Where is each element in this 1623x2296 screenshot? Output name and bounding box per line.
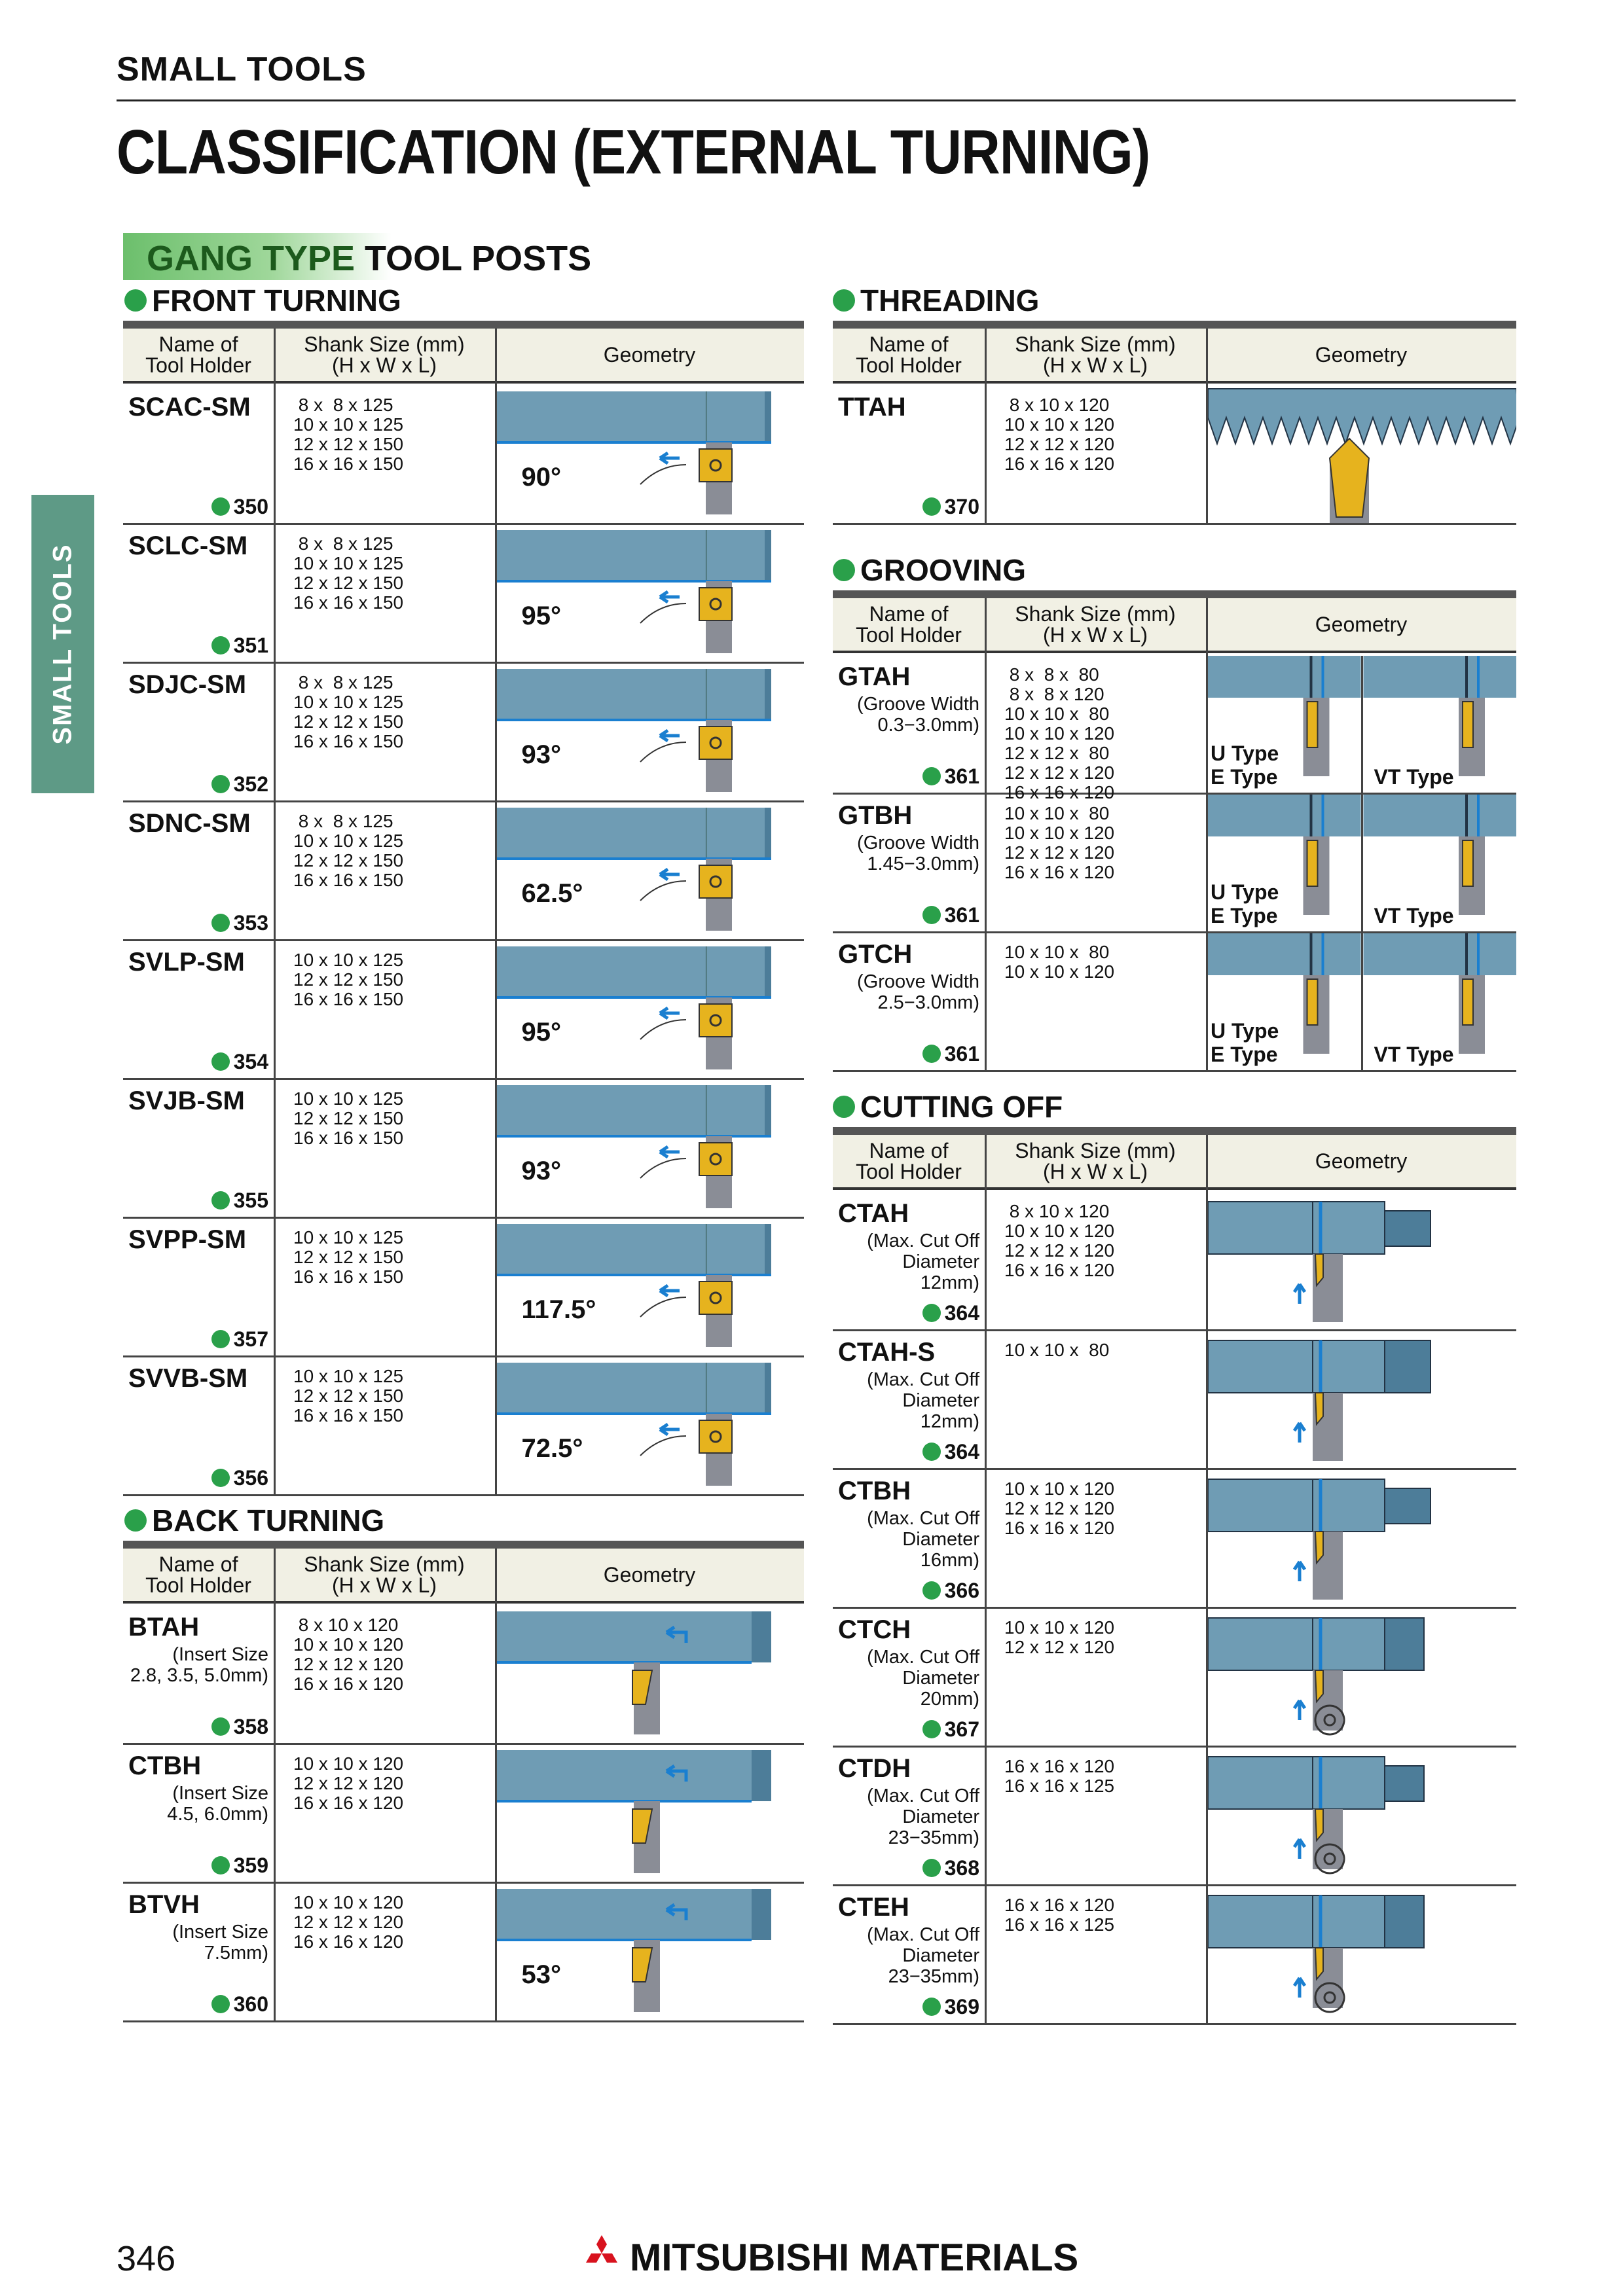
- geometry-drawing: [497, 386, 804, 523]
- page-reference-link[interactable]: [922, 495, 979, 519]
- table-top-bar: [123, 321, 804, 329]
- tool-holder-note: (Groove Width 0.3−3.0mm): [857, 694, 979, 736]
- table-top-bar: [833, 590, 1516, 598]
- page-reference-number: 367: [944, 1717, 979, 1741]
- gang-title-part1: GANG TYPE: [147, 239, 356, 278]
- tool-holder-name[interactable]: SVVB-SM: [128, 1364, 248, 1393]
- back-turning-table: [123, 1541, 804, 2032]
- geometry-drawing: [1208, 1331, 1516, 1468]
- table-row: [833, 1470, 1516, 1609]
- page-reference-number: 370: [944, 495, 979, 518]
- tool-holder-name[interactable]: CTAH: [838, 1199, 909, 1228]
- page-reference-number: 366: [944, 1579, 979, 1602]
- groove-type-u-e: [1211, 742, 1279, 789]
- section-back-turning: [124, 1503, 384, 1538]
- arrow-circle-icon: [211, 914, 230, 932]
- shank-sizes: 8 x 10 x 120 10 x 10 x 120 12 x 12 x 120 16 x 16 x 120: [1004, 395, 1115, 474]
- page-reference-link[interactable]: [922, 764, 979, 789]
- approach-angle-label: 117.5°: [521, 1295, 596, 1325]
- header-name-of-tool-holder: Name of Tool Holder: [145, 332, 251, 377]
- section-dot-icon: [833, 1096, 855, 1118]
- header-shank-size: Shank Size (mm) (H x W x L): [304, 1552, 465, 1597]
- tool-geometry-svg: [1208, 1886, 1516, 2023]
- groove-type-e-label: E Type: [1211, 904, 1278, 927]
- page-reference-link[interactable]: [922, 1440, 979, 1464]
- arrow-circle-icon: [922, 767, 941, 785]
- tool-holder-name[interactable]: SCLC-SM: [128, 531, 248, 560]
- arrow-circle-icon: [922, 1304, 941, 1322]
- page-reference-link[interactable]: [211, 1050, 268, 1074]
- grooving-table: [833, 590, 1516, 1076]
- header-geometry: Geometry: [1315, 343, 1408, 367]
- header-geometry: Geometry: [1315, 1149, 1408, 1173]
- groove-type-u-label: U Type: [1211, 742, 1279, 765]
- geometry-drawing: [1208, 1748, 1516, 1884]
- shank-sizes: 10 x 10 x 80: [1004, 1340, 1110, 1360]
- arrow-circle-icon: [922, 497, 941, 516]
- table-row: [123, 1080, 804, 1219]
- table-row: [833, 795, 1516, 933]
- page-reference-link[interactable]: [922, 1856, 979, 1880]
- page-reference-number: 357: [233, 1327, 268, 1351]
- page-reference-number: 359: [233, 1854, 268, 1877]
- tool-holder-note: (Max. Cut Off Diameter 20mm): [867, 1647, 979, 1710]
- page-reference-number: 361: [944, 1042, 979, 1066]
- tool-holder-note: (Insert Size 2.8, 3.5, 5.0mm): [130, 1644, 268, 1686]
- page-reference-number: 361: [944, 903, 979, 927]
- page-reference-link[interactable]: [211, 634, 268, 658]
- geometry-drawing: [497, 1606, 804, 1743]
- arrow-circle-icon: [211, 1191, 230, 1210]
- tool-geometry-svg: [497, 1884, 804, 2020]
- page-reference-number: 358: [233, 1715, 268, 1738]
- page-reference-link[interactable]: [211, 911, 268, 935]
- tool-geometry-svg: [497, 525, 804, 662]
- header-geometry: Geometry: [603, 343, 696, 367]
- groove-type-u-label: U Type: [1211, 1019, 1279, 1043]
- arrow-circle-icon: [211, 1717, 230, 1736]
- tool-holder-name[interactable]: SDJC-SM: [128, 670, 247, 699]
- table-row: [123, 525, 804, 664]
- page-reference-link[interactable]: [211, 772, 268, 797]
- tool-holder-name[interactable]: GTCH: [838, 940, 913, 969]
- table-row: [123, 1219, 804, 1357]
- tool-holder-name[interactable]: CTCH: [838, 1615, 911, 1644]
- section-grooving-label: GROOVING: [860, 553, 1027, 587]
- tool-geometry-svg: [1208, 1331, 1516, 1468]
- table-row: [123, 1606, 804, 1745]
- tool-holder-note: (Insert Size 7.5mm): [172, 1922, 268, 1964]
- table-top-bar: [123, 1541, 804, 1549]
- tool-geometry-svg: [497, 1357, 804, 1494]
- arrow-circle-icon: [922, 1720, 941, 1738]
- geometry-drawing: [1208, 933, 1516, 1070]
- groove-type-vt-label: VT Type: [1374, 1043, 1454, 1066]
- shank-sizes: 8 x 8 x 125 10 x 10 x 125 12 x 12 x 150 16 x 16 x 150: [293, 533, 404, 613]
- tool-holder-note: (Max. Cut Off Diameter 23−35mm): [867, 1785, 979, 1848]
- side-tab[interactable]: [31, 495, 94, 793]
- shank-sizes: 10 x 10 x 120 12 x 12 x 120 16 x 16 x 120: [293, 1892, 404, 1952]
- arrow-circle-icon: [211, 636, 230, 655]
- geometry-drawing: [1208, 1609, 1516, 1746]
- page-reference-number: 364: [944, 1301, 979, 1325]
- page-reference-link[interactable]: [922, 1717, 979, 1742]
- table-row: [833, 1331, 1516, 1470]
- geometry-drawing: [497, 1219, 804, 1355]
- table-row: [123, 664, 804, 802]
- side-tab-label: SMALL TOOLS: [48, 543, 77, 745]
- geometry-drawing: [497, 1357, 804, 1494]
- arrow-circle-icon: [922, 1045, 941, 1063]
- tool-geometry-svg: [497, 802, 804, 939]
- shank-sizes: 10 x 10 x 120 12 x 12 x 120: [1004, 1617, 1115, 1657]
- page-reference-number: 354: [233, 1050, 268, 1073]
- tool-holder-name[interactable]: BTAH: [128, 1613, 200, 1641]
- table-row: [123, 1745, 804, 1884]
- shank-sizes: 10 x 10 x 80 10 x 10 x 120 12 x 12 x 120 16 x 16 x 120: [1004, 803, 1115, 882]
- section-dot-icon: [833, 289, 855, 312]
- arrow-circle-icon: [922, 1443, 941, 1461]
- header-shank-size: Shank Size (mm) (H x W x L): [304, 332, 465, 377]
- page-reference-number: 351: [233, 634, 268, 657]
- tool-geometry-svg: [497, 1219, 804, 1355]
- shank-sizes: 10 x 10 x 120 12 x 12 x 120 16 x 16 x 120: [1004, 1479, 1115, 1538]
- page-reference-number: 369: [944, 1995, 979, 2018]
- header-shank-size: Shank Size (mm) (H x W x L): [1015, 1139, 1176, 1183]
- tool-holder-name[interactable]: SVJB-SM: [128, 1086, 245, 1115]
- tool-geometry-svg: [497, 1606, 804, 1743]
- geometry-drawing: [497, 802, 804, 939]
- page-reference-number: 355: [233, 1189, 268, 1212]
- tool-holder-name[interactable]: CTBH: [838, 1477, 911, 1505]
- page-reference-number: 352: [233, 772, 268, 796]
- header-name-of-tool-holder: Name of Tool Holder: [856, 332, 962, 377]
- page-reference-link[interactable]: [922, 1995, 979, 2019]
- section-front-turning: [124, 283, 401, 318]
- table-row: [123, 1884, 804, 2022]
- tool-holder-note: (Groove Width 2.5−3.0mm): [857, 971, 979, 1013]
- tool-geometry-svg: [497, 664, 804, 800]
- table-header: [123, 1549, 804, 1604]
- table-row: [123, 941, 804, 1080]
- approach-angle-label: 93°: [521, 1157, 562, 1186]
- tool-holder-name[interactable]: SDNC-SM: [128, 809, 251, 838]
- groove-type-vt-label: VT Type: [1374, 904, 1454, 927]
- tool-holder-name[interactable]: GTAH: [838, 662, 911, 691]
- tool-geometry-svg: [1208, 1470, 1516, 1607]
- arrow-circle-icon: [211, 497, 230, 516]
- arrow-circle-icon: [922, 1998, 941, 2016]
- arrow-circle-icon: [211, 1330, 230, 1348]
- groove-type-u-e: [1211, 1019, 1279, 1066]
- tool-holder-note: (Max. Cut Off Diameter 23−35mm): [867, 1924, 979, 1987]
- arrow-circle-icon: [211, 1995, 230, 2013]
- page-reference-link[interactable]: [211, 1327, 268, 1352]
- tool-holder-name[interactable]: SCAC-SM: [128, 393, 251, 422]
- header-geometry: Geometry: [1315, 613, 1408, 636]
- shank-sizes: 10 x 10 x 125 12 x 12 x 150 16 x 16 x 150: [293, 1088, 404, 1148]
- arrow-circle-icon: [922, 1859, 941, 1877]
- geometry-drawing: [497, 1884, 804, 2020]
- section-grooving: [833, 552, 1026, 588]
- table-row: [833, 1193, 1516, 1331]
- arrow-circle-icon: [211, 1856, 230, 1874]
- table-header: [833, 329, 1516, 384]
- table-header: [833, 598, 1516, 653]
- page-reference-number: 364: [944, 1440, 979, 1463]
- tool-geometry-svg: [497, 386, 804, 523]
- arrow-circle-icon: [211, 1469, 230, 1487]
- header-rule: [117, 99, 1516, 101]
- shank-sizes: 10 x 10 x 125 12 x 12 x 150 16 x 16 x 150: [293, 950, 404, 1009]
- geometry-drawing: [497, 1745, 804, 1882]
- category-label: SMALL TOOLS: [117, 50, 367, 88]
- arrow-circle-icon: [211, 775, 230, 793]
- brand-name: MITSUBISHI MATERIALS: [630, 2236, 1079, 2279]
- geometry-drawing: [1208, 1193, 1516, 1329]
- shank-sizes: 16 x 16 x 120 16 x 16 x 125: [1004, 1756, 1115, 1796]
- table-top-bar: [833, 1127, 1516, 1135]
- geometry-drawing: [497, 1080, 804, 1217]
- page-reference-link[interactable]: [211, 1854, 268, 1878]
- shank-sizes: 8 x 8 x 80 8 x 8 x 120 10 x 10 x 80 10 x 10 x 120 12 x 12 x 80 12 x 12 x 120 16 x 16 x 120: [1004, 664, 1115, 802]
- section-cutting-off: [833, 1089, 1063, 1124]
- tool-holder-note: (Insert Size 4.5, 6.0mm): [167, 1783, 268, 1825]
- tool-geometry-svg: [497, 941, 804, 1078]
- table-header: [123, 329, 804, 384]
- approach-angle-label: 72.5°: [521, 1434, 583, 1463]
- table-row: [833, 1609, 1516, 1748]
- table-row: [123, 1357, 804, 1496]
- header-name-of-tool-holder: Name of Tool Holder: [145, 1552, 251, 1597]
- shank-sizes: 8 x 8 x 125 10 x 10 x 125 12 x 12 x 150 16 x 16 x 150: [293, 395, 404, 474]
- table-header: [833, 1135, 1516, 1190]
- tool-holder-note: (Max. Cut Off Diameter 16mm): [867, 1508, 979, 1571]
- header-shank-size: Shank Size (mm) (H x W x L): [1015, 332, 1176, 377]
- shank-sizes: 8 x 8 x 125 10 x 10 x 125 12 x 12 x 150 16 x 16 x 150: [293, 672, 404, 751]
- section-back-turning-label: BACK TURNING: [152, 1503, 385, 1537]
- page-reference-link[interactable]: [211, 1992, 268, 2017]
- shank-sizes: 8 x 10 x 120 10 x 10 x 120 12 x 12 x 120 16 x 16 x 120: [1004, 1201, 1115, 1280]
- geometry-drawing: [1208, 656, 1516, 793]
- approach-angle-label: 95°: [521, 601, 562, 631]
- page-reference-number: 361: [944, 764, 979, 788]
- page-reference-number: 360: [233, 1992, 268, 2016]
- groove-type-e-label: E Type: [1211, 1043, 1278, 1066]
- tool-holder-name[interactable]: GTBH: [838, 801, 913, 830]
- approach-angle-label: 53°: [521, 1960, 562, 1990]
- shank-sizes: 16 x 16 x 120 16 x 16 x 125: [1004, 1895, 1115, 1935]
- section-dot-icon: [833, 559, 855, 581]
- tool-geometry-svg: [1208, 1609, 1516, 1746]
- tool-holder-name[interactable]: BTVH: [128, 1890, 200, 1919]
- table-row: [123, 802, 804, 941]
- table-row: [123, 386, 804, 525]
- header-shank-size: Shank Size (mm) (H x W x L): [1015, 602, 1176, 647]
- section-threading: [833, 283, 1039, 318]
- geometry-drawing: [497, 664, 804, 800]
- header-name-of-tool-holder: Name of Tool Holder: [856, 602, 962, 647]
- tool-geometry-svg: [497, 1745, 804, 1882]
- table-row: [833, 386, 1516, 525]
- tool-holder-name[interactable]: CTBH: [128, 1751, 202, 1780]
- page-reference-number: 368: [944, 1856, 979, 1880]
- tool-holder-note: (Max. Cut Off Diameter 12mm): [867, 1230, 979, 1293]
- tool-geometry-svg: [497, 1080, 804, 1217]
- page-reference-number: 353: [233, 911, 268, 935]
- cutting-off-table: [833, 1127, 1516, 2032]
- approach-angle-label: 90°: [521, 463, 562, 492]
- geometry-drawing: [497, 525, 804, 662]
- gang-title-part2: TOOL POSTS: [355, 239, 592, 278]
- section-cutting-off-label: CUTTING OFF: [860, 1090, 1063, 1124]
- page-title: CLASSIFICATION (EXTERNAL TURNING): [117, 117, 1150, 187]
- page-reference-link[interactable]: [922, 1301, 979, 1325]
- arrow-circle-icon: [922, 906, 941, 924]
- front-turning-table: [123, 321, 804, 1500]
- geometry-drawing: [1208, 386, 1516, 523]
- mitsubishi-logo-icon: [583, 2234, 621, 2278]
- header-name-of-tool-holder: Name of Tool Holder: [856, 1139, 962, 1183]
- page-reference-link[interactable]: [922, 1042, 979, 1066]
- groove-type-e-label: E Type: [1211, 765, 1278, 789]
- page-reference-link[interactable]: [922, 1579, 979, 1603]
- groove-type-u-label: U Type: [1211, 880, 1279, 904]
- tool-holder-name[interactable]: SVPP-SM: [128, 1225, 247, 1254]
- section-dot-icon: [124, 1509, 147, 1532]
- approach-angle-label: 95°: [521, 1018, 562, 1047]
- tool-holder-name[interactable]: CTAH-S: [838, 1338, 936, 1367]
- brand-footer: [583, 2236, 1078, 2282]
- tool-geometry-svg: [1208, 1193, 1516, 1329]
- tool-holder-name[interactable]: CTEH: [838, 1893, 909, 1922]
- tool-holder-name[interactable]: CTDH: [838, 1754, 911, 1783]
- groove-type-vt-label: VT Type: [1374, 765, 1454, 789]
- approach-angle-label: 93°: [521, 740, 562, 770]
- page-reference-link[interactable]: [922, 903, 979, 927]
- page-reference-link[interactable]: [211, 1189, 268, 1213]
- arrow-circle-icon: [211, 1052, 230, 1071]
- section-dot-icon: [124, 289, 147, 312]
- threading-table: [833, 321, 1516, 528]
- table-row: [833, 656, 1516, 802]
- page-reference-number: 356: [233, 1466, 268, 1490]
- table-row: [833, 933, 1516, 1072]
- tool-holder-name[interactable]: TTAH: [838, 393, 906, 422]
- shank-sizes: 8 x 8 x 125 10 x 10 x 125 12 x 12 x 150 16 x 16 x 150: [293, 811, 404, 890]
- section-front-turning-label: FRONT TURNING: [152, 283, 401, 317]
- shank-sizes: 10 x 10 x 120 12 x 12 x 120 16 x 16 x 120: [293, 1753, 404, 1813]
- tool-geometry-svg: [1208, 386, 1516, 523]
- shank-sizes: 10 x 10 x 80 10 x 10 x 120: [1004, 942, 1115, 982]
- geometry-drawing: [497, 941, 804, 1078]
- gang-title: [147, 238, 591, 279]
- geometry-drawing: [1208, 1886, 1516, 2023]
- header-geometry: Geometry: [603, 1563, 696, 1587]
- page-reference-link[interactable]: [211, 1715, 268, 1739]
- shank-sizes: 10 x 10 x 125 12 x 12 x 150 16 x 16 x 150: [293, 1227, 404, 1287]
- page-reference-number: 350: [233, 495, 268, 518]
- geometry-drawing: [1208, 795, 1516, 931]
- table-top-bar: [833, 321, 1516, 329]
- section-threading-label: THREADING: [860, 283, 1040, 317]
- page-reference-link[interactable]: [211, 1466, 268, 1490]
- shank-sizes: 10 x 10 x 125 12 x 12 x 150 16 x 16 x 150: [293, 1366, 404, 1426]
- page-reference-link[interactable]: [211, 495, 268, 519]
- groove-type-u-e: [1211, 880, 1279, 927]
- tool-holder-name[interactable]: SVLP-SM: [128, 948, 245, 977]
- tool-geometry-svg: [1208, 1748, 1516, 1884]
- tool-holder-note: (Max. Cut Off Diameter 12mm): [867, 1369, 979, 1432]
- page-number: 346: [117, 2239, 176, 2278]
- table-row: [833, 1886, 1516, 2025]
- approach-angle-label: 62.5°: [521, 879, 583, 908]
- arrow-circle-icon: [922, 1581, 941, 1600]
- shank-sizes: 8 x 10 x 120 10 x 10 x 120 12 x 12 x 120 16 x 16 x 120: [293, 1615, 404, 1694]
- geometry-drawing: [1208, 1470, 1516, 1607]
- tool-holder-note: (Groove Width 1.45−3.0mm): [857, 833, 979, 874]
- table-row: [833, 1748, 1516, 1886]
